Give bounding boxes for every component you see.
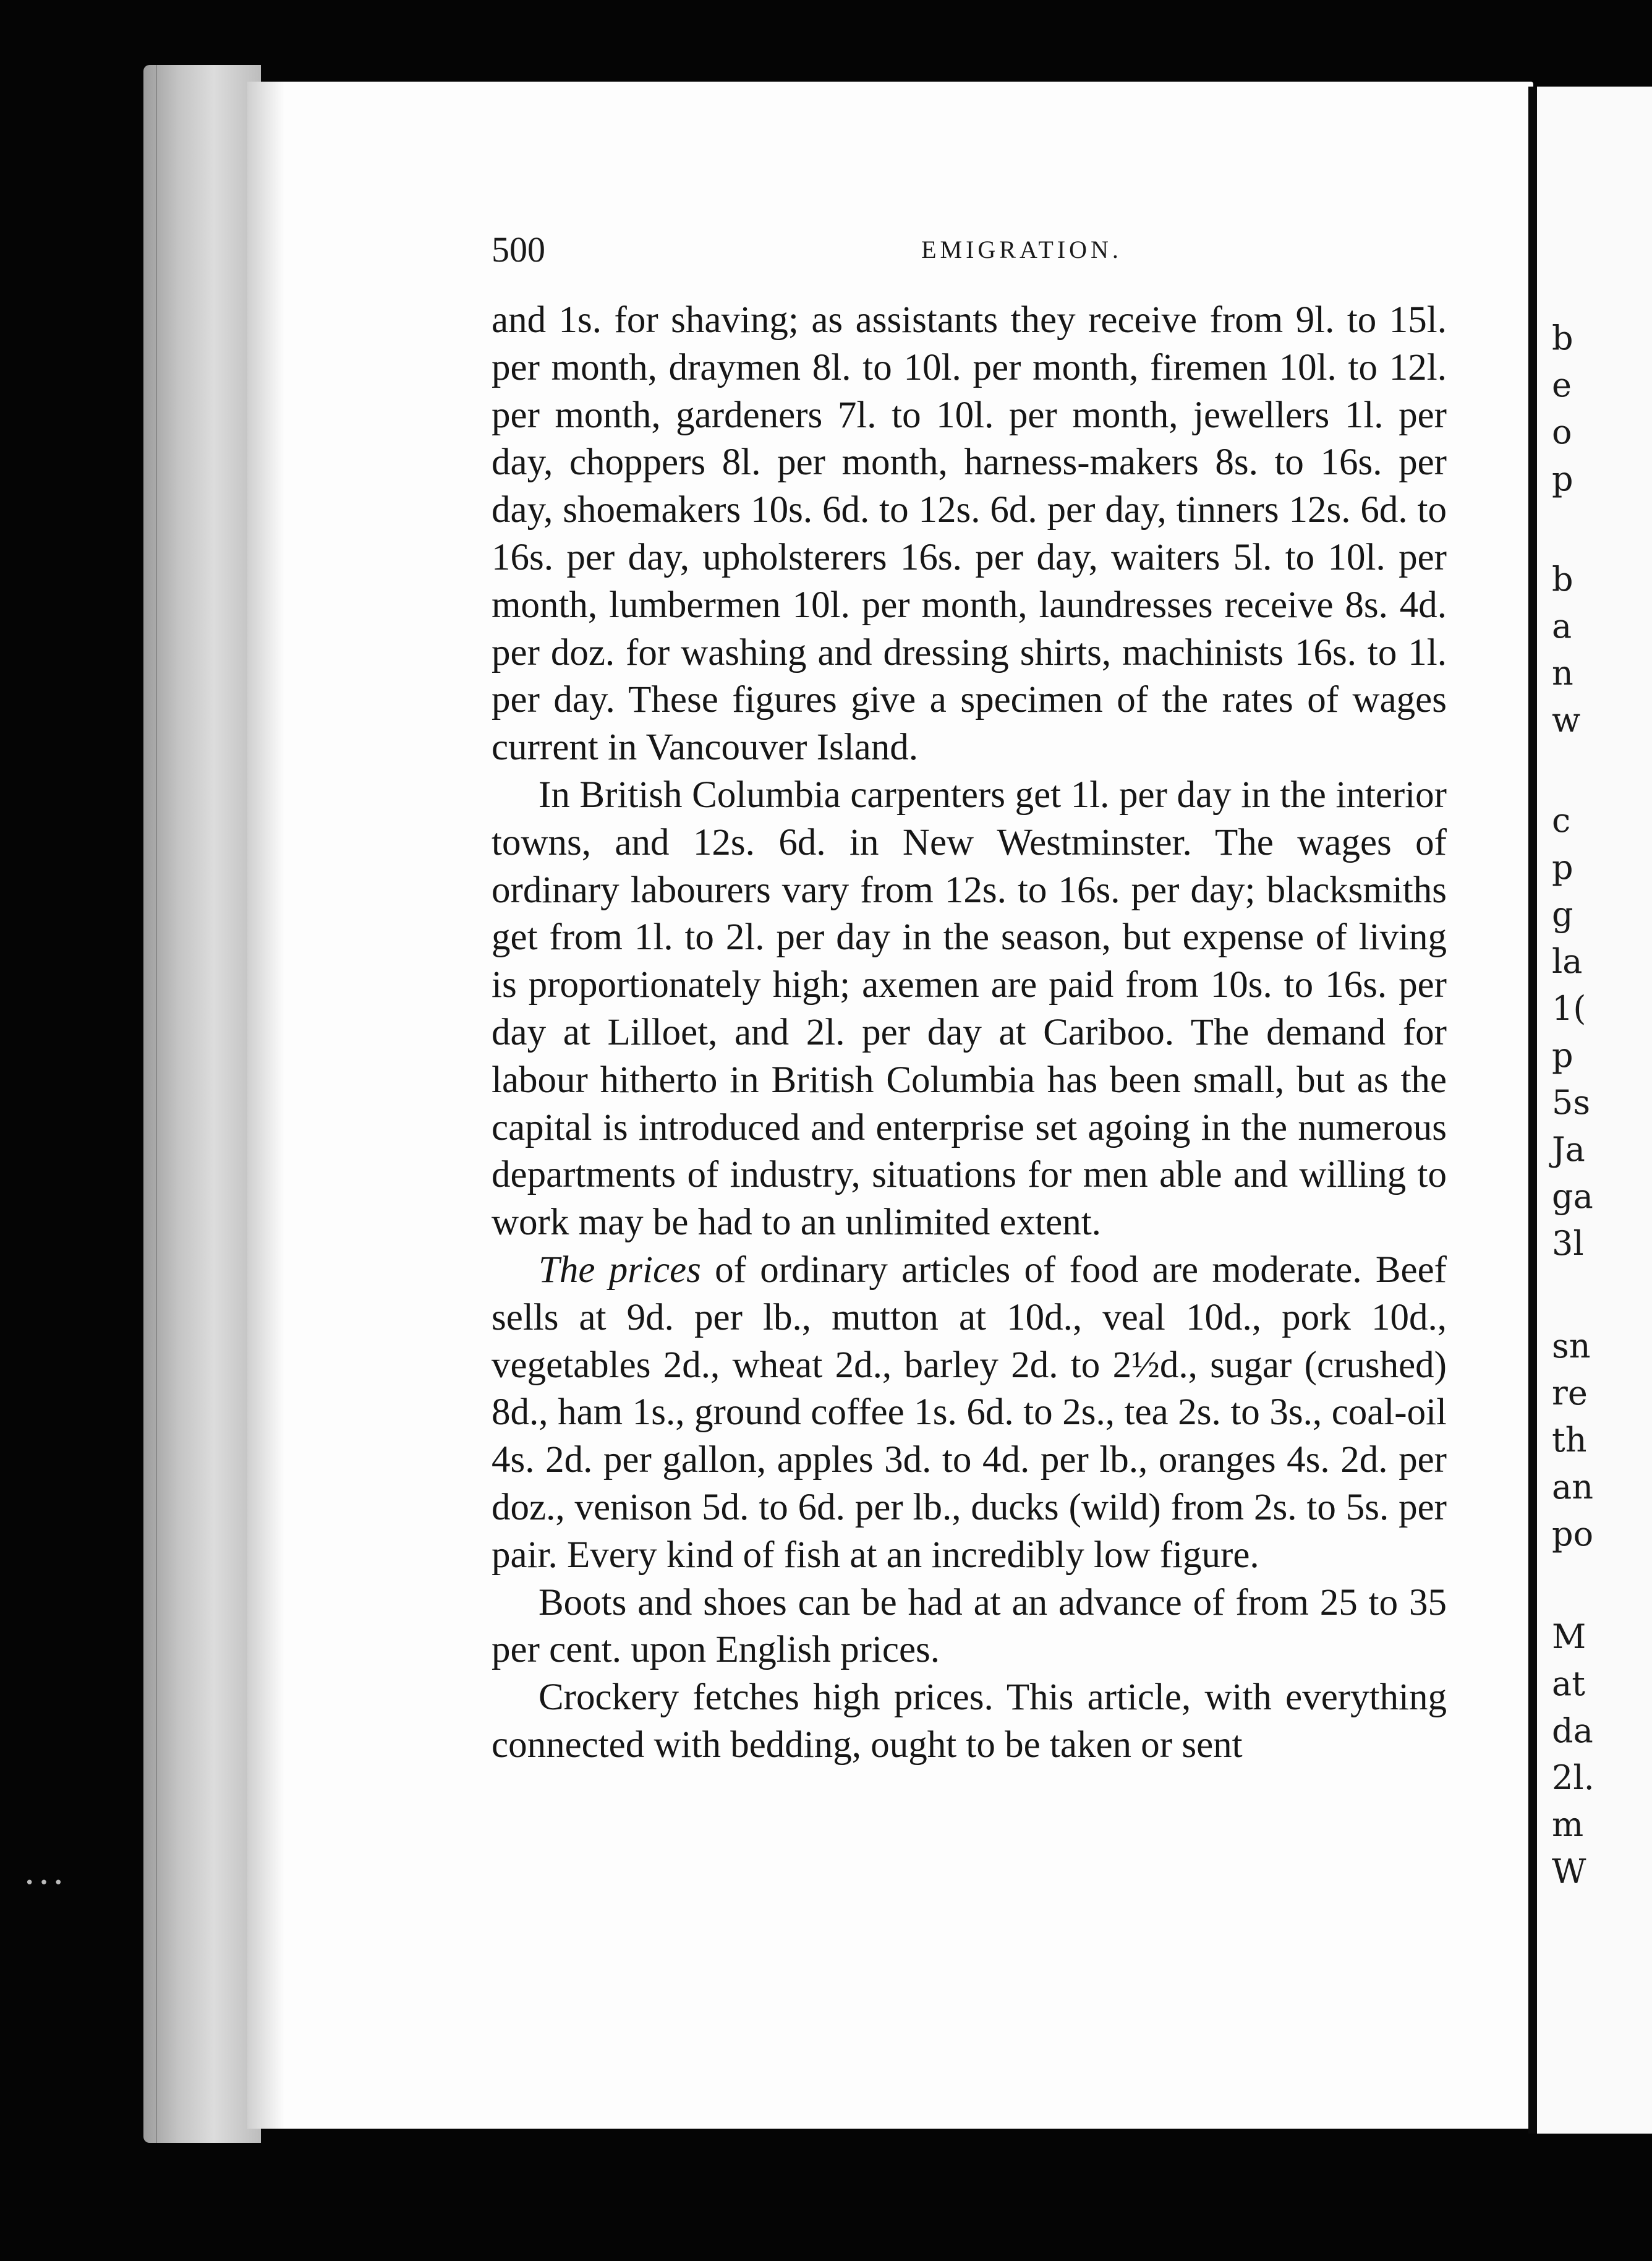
scan-speck: ••• — [25, 1874, 69, 1892]
facing-fragment: da — [1552, 1711, 1593, 1750]
facing-fragment: p — [1552, 848, 1573, 887]
paragraph-text: and 1s. for shaving; as assistants they receive from 9l. to 15l. per month, draymen 8l. to 10l. per month, firemen 10l. to 12l. per month, gardeners 7l. to 10l. per month, jewellers 1l. per day, choppers 8l. per month, harness-makers 8s. to 16s. per day, shoemakers 10s. 6d. to 12s. 6d. per day, tinners 12s. 6d. to 16s. per day, upholsterers 16s. per day, waiters 5l. to 10l. per month, lumbermen 10l. per month, laundresses receive 8s. 4d. per doz. for washing and dressing shirts, machinists 16s. to 1l. per day. These figures give a specimen of the rates of wages current in Vancouver Island. — [492, 299, 1447, 769]
facing-fragment: an — [1552, 1468, 1593, 1507]
facing-fragment: 3l — [1552, 1224, 1584, 1263]
facing-fragment: 5s — [1552, 1083, 1591, 1122]
facing-fragment: p — [1552, 459, 1573, 498]
facing-fragment: n — [1552, 654, 1573, 693]
facing-fragment: sn — [1552, 1327, 1591, 1366]
paragraph-crockery — [492, 1674, 1447, 1769]
facing-fragment: ga — [1552, 1177, 1593, 1216]
facing-fragment: o — [1552, 412, 1572, 451]
facing-fragment: w — [1552, 701, 1581, 740]
facing-fragment: a — [1552, 607, 1572, 646]
paragraph-boots-shoes — [492, 1579, 1447, 1675]
facing-fragment: p — [1552, 1036, 1573, 1075]
running-title: EMIGRATION. — [921, 236, 1122, 263]
facing-fragment: c — [1552, 801, 1571, 840]
facing-fragment: 2l. — [1552, 1758, 1595, 1797]
facing-fragment: b — [1552, 318, 1573, 357]
facing-fragment: po — [1552, 1515, 1594, 1554]
facing-fragment: b — [1552, 560, 1573, 599]
paragraph-text: Boots and shoes can be had at an advance of from 25 to 35 per cent. upon English prices. — [492, 1581, 1447, 1671]
paragraph-lead: The prices — [539, 1249, 701, 1291]
facing-fragment: at — [1552, 1664, 1585, 1703]
paragraph-text: In British Columbia carpenters get 1l. per day in the interior towns, and 12s. 6d. in New Westminster. The wages of ordinary labourers vary from 12s. to 16s. per day; blacksmiths get from 1l. to 2l. per day in the season, but expense of living is proportionately high; axemen are paid from 10s. to 16s. per day at Lilloet, and 2l. per day at Cariboo. The demand for labour hitherto in British Columbia has been small, but as the capital is introduced and enterprise set agoing in the numerous departments of industry, situations for men able and willing to work may be had to an unlimited extent. — [492, 774, 1447, 1244]
book-gutter — [1528, 87, 1537, 2134]
paragraph-wages-british-columbia — [492, 772, 1447, 1247]
facing-fragment: la — [1552, 942, 1583, 981]
facing-fragment: m — [1552, 1805, 1584, 1844]
facing-fragment: e — [1552, 365, 1572, 404]
page-edges — [143, 65, 261, 2143]
facing-fragment: th — [1552, 1421, 1587, 1460]
facing-fragment: W — [1552, 1852, 1586, 1891]
page-header — [492, 229, 1453, 272]
facing-fragment: g — [1552, 895, 1573, 934]
page-number: 500 — [492, 229, 545, 270]
paragraph-wages-vancouver — [492, 297, 1447, 772]
paragraph-text: Crockery fetches high prices. This article, with everything connected with bedding, ought to be taken or sent — [492, 1677, 1447, 1766]
body-text — [492, 297, 1447, 1769]
facing-page — [1537, 87, 1652, 2134]
paragraph-food-prices — [492, 1247, 1447, 1579]
facing-fragment: M — [1552, 1617, 1586, 1656]
facing-fragment: re — [1552, 1374, 1588, 1413]
facing-fragment: Ja — [1552, 1130, 1585, 1169]
facing-fragment: 1( — [1552, 989, 1586, 1028]
paragraph-text: of ordinary articles of food are moderate. Beef sells at 9d. per lb., mutton at 10d., veal 10d., pork 10d., vegetables 2d., wheat 2d., barley 2d. to 2½d., sugar (crushed) 8d., ham 1s., ground coffee 1s. 6d. to 2s., tea 2s. to 3s., coal-oil 4s. 2d. per gallon, apples 3d. to 4d. per lb., oranges 4s. 2d. per doz., venison 5d. to 6d. per lb., ducks (wild) from 2s. to 5s. per pair. Every kind of fish at an incredibly low figure. — [492, 1249, 1447, 1576]
